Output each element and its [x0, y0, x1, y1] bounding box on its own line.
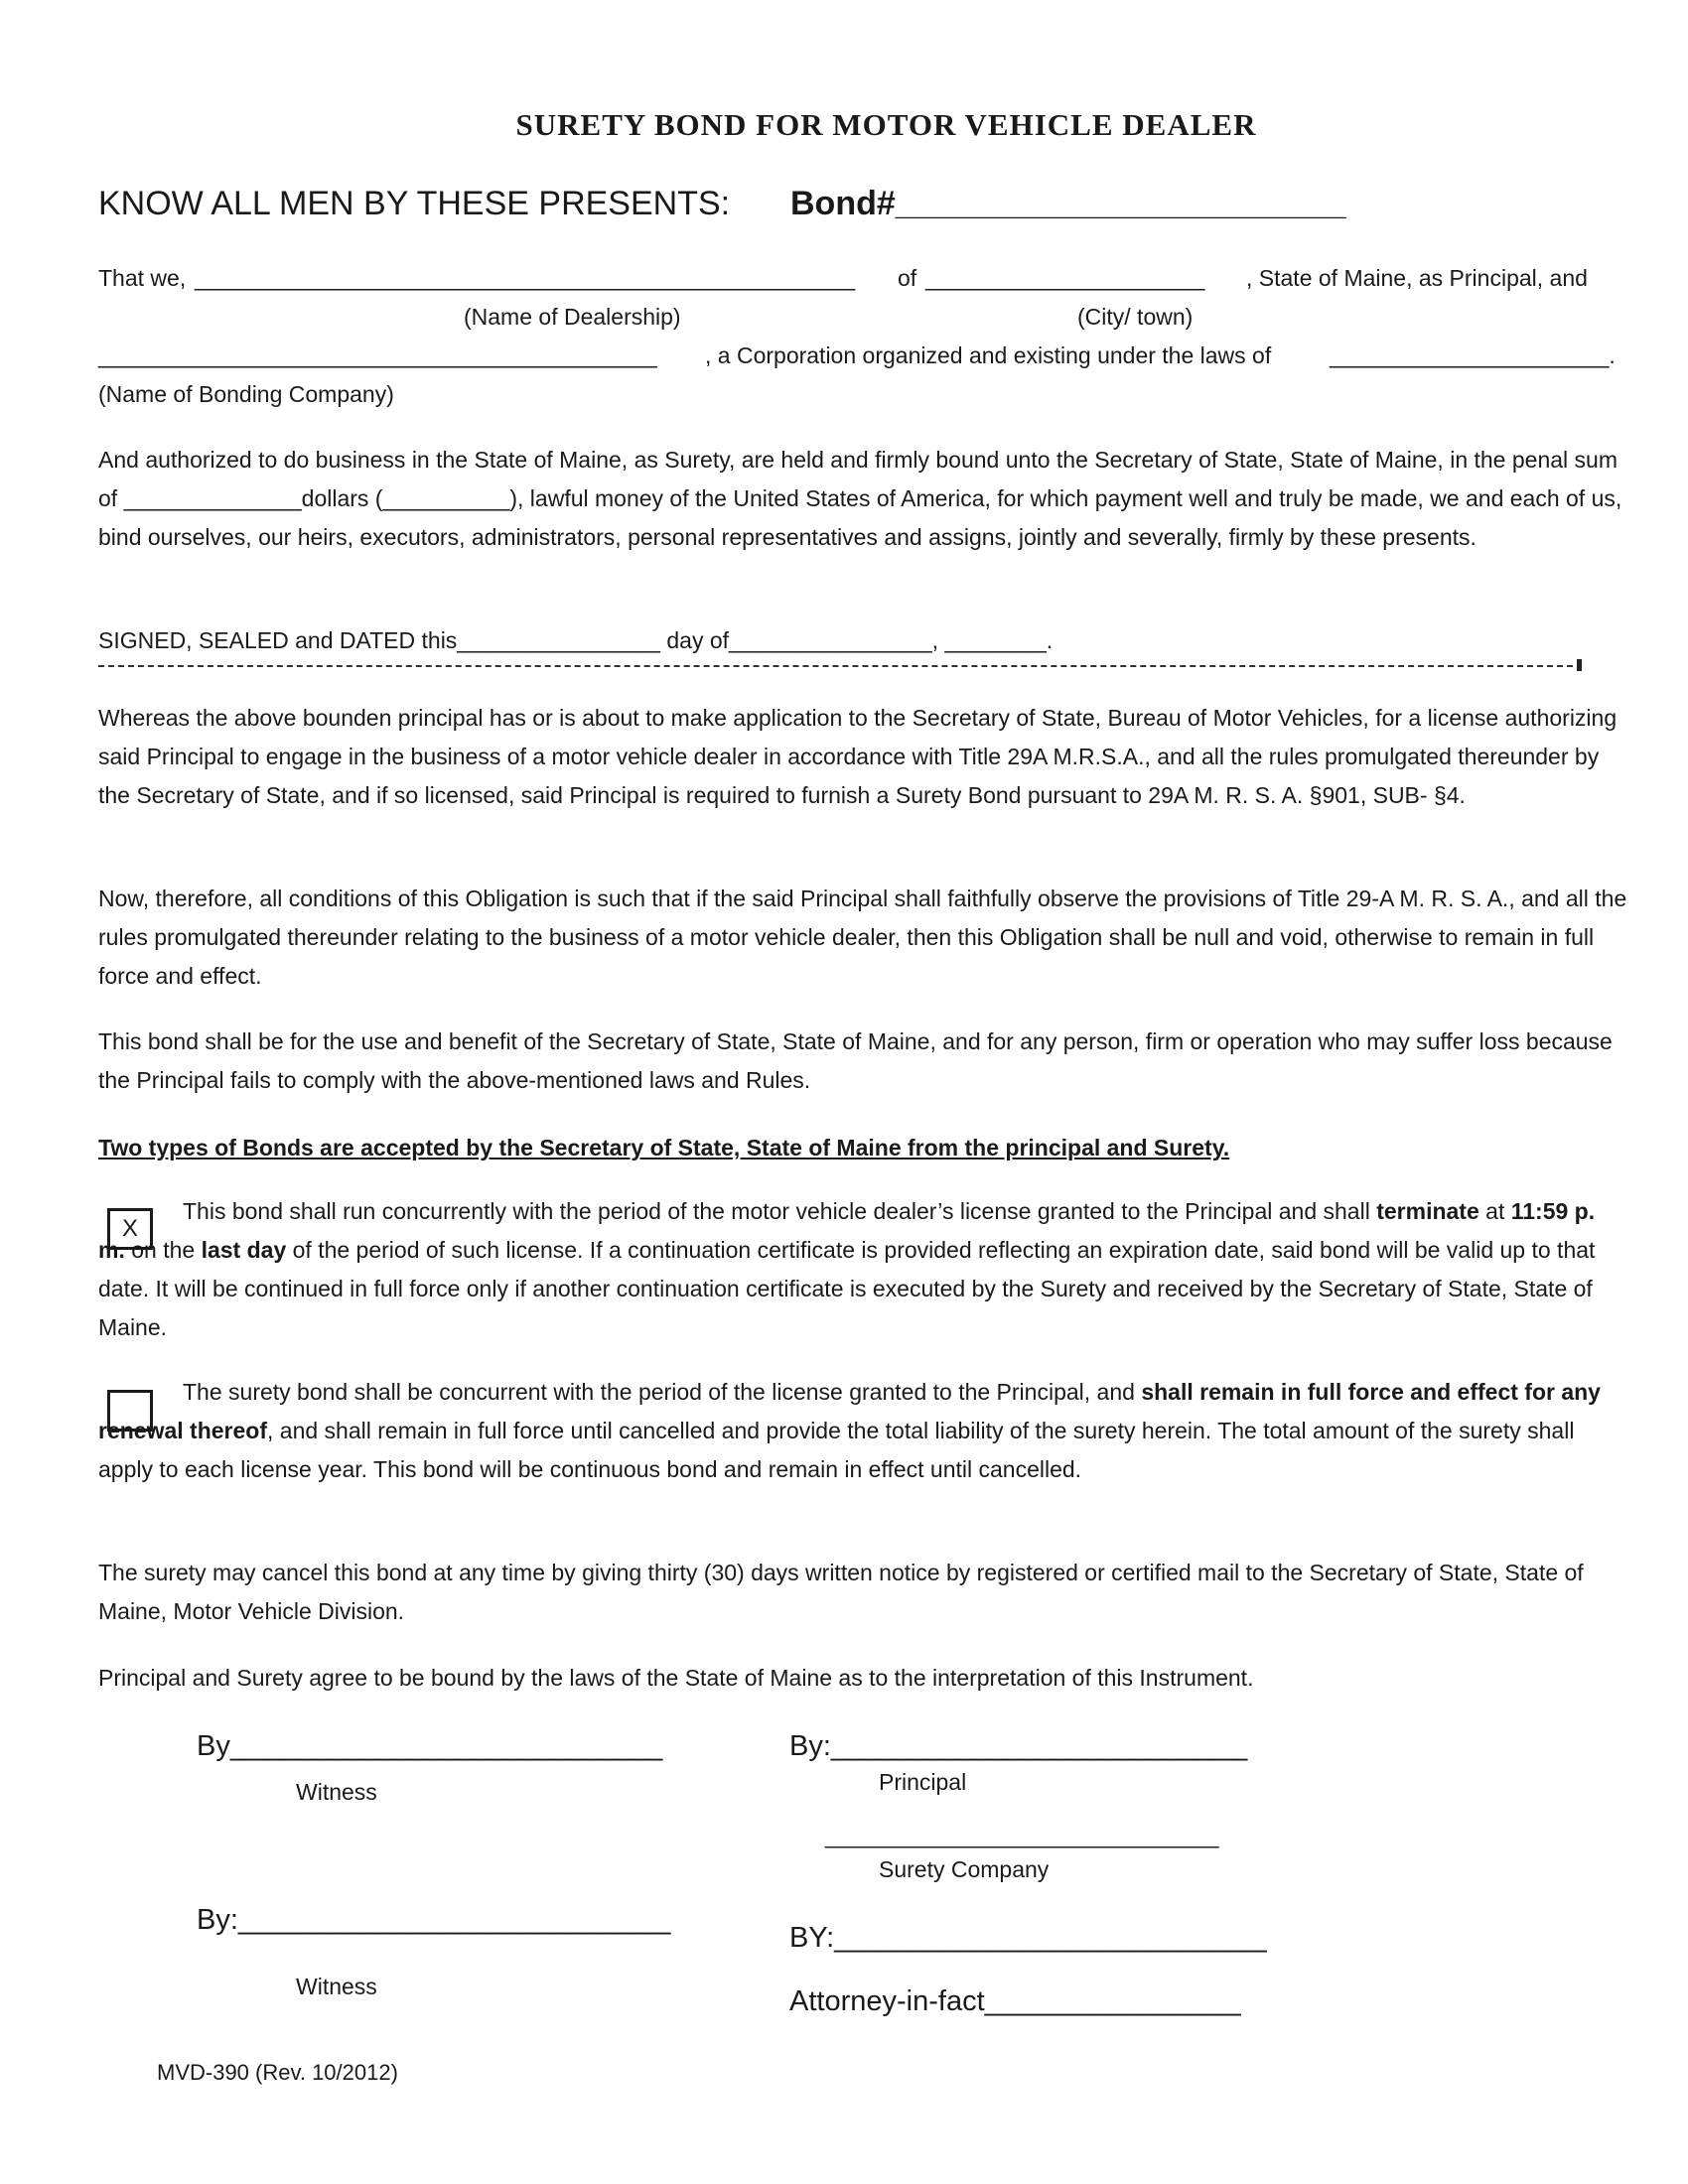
signed-sealed-dated-line[interactable]: SIGNED, SEALED and DATED this________________ day of________________, ________.	[98, 627, 1054, 653]
witness2-signature-line[interactable]: By:___________________________	[197, 1904, 671, 1936]
option1-text: This bond shall run concurrently with the period of the motor vehicle dealer’s license granted to the Principal and shall terminate at 11:59 p. m. on the last day of the period of such license. If a continuation certificate is provided reflecting an expiration date, said bond will be valid up to that date. It will be continued in full force only if another continuation certificate is executed by the Surety and received by the Secretary of State, State of Maine.	[98, 1198, 1596, 1340]
city-town-label: (City/ town)	[1077, 304, 1194, 330]
bonding-company-field[interactable]: ____________________________________________	[98, 342, 657, 368]
attorney-signature-line[interactable]: BY:___________________________	[789, 1922, 1267, 1954]
cancel-paragraph: The surety may cancel this bond at any time by giving thirty (30) days written notice by registered or certified mail to the Secretary of State, State of Maine, Motor Vehicle Division.	[98, 1560, 1584, 1624]
that-we-label: That we,	[98, 265, 187, 291]
agree-paragraph: Principal and Surety agree to be bound by the laws of the State of Maine as to the interpretation of this Instrument.	[98, 1665, 1254, 1691]
dealership-name-field[interactable]: ____________________________________________________	[195, 265, 856, 291]
two-types-heading: Two types of Bonds are accepted by the Secretary of State, State of Maine from the principal and Surety.	[98, 1135, 1230, 1160]
of-label: of	[898, 265, 917, 291]
use-and-benefit-paragraph: This bond shall be for the use and benefit of the Secretary of State, State of Maine, and for any person, firm or operation who may suffer loss because the Principal fails to comply with the above-mentioned laws and Rules.	[98, 1028, 1613, 1093]
surety-company-line[interactable]: _______________________________	[825, 1823, 1219, 1848]
divider-end-mark	[1577, 659, 1582, 671]
form-number-footer: MVD-390 (Rev. 10/2012)	[157, 2060, 398, 2085]
now-therefore-paragraph: Now, therefore, all conditions of this Obligation is such that if the said Principal shall faithfully observe the provisions of Title 29-A M. R. S. A., and all the rules promulgated thereunder relating to the business of a motor vehicle dealer, then this Obligation shall be null and void, otherwise to remain in full force and effect.	[98, 886, 1627, 989]
bond-number-field[interactable]: Bond#________________________	[790, 185, 1346, 222]
option1-checkbox[interactable]: X	[107, 1208, 153, 1250]
name-of-bonding-company-label: (Name of Bonding Company)	[98, 381, 394, 407]
witness2-label: Witness	[296, 1974, 377, 1999]
corporation-text: , a Corporation organized and existing under the laws of	[705, 342, 1272, 368]
city-town-field[interactable]: ______________________	[925, 265, 1205, 291]
know-all-men-heading: KNOW ALL MEN BY THESE PRESENTS:	[98, 185, 731, 222]
document-title: SURETY BOND FOR MOTOR VEHICLE DEALER	[515, 107, 1257, 142]
authorized-paragraph: And authorized to do business in the State of Maine, as Surety, are held and firmly bound unto the Secretary of State, State of Maine, in the penal sum of ______________dollars (__________), lawful money of the United States of America, for which payment well and truly be made, we and each of us, bind ourselves, our heirs, executors, administrators, personal representatives and assigns, jointly and severally, firmly by these presents.	[98, 447, 1622, 550]
principal-label: Principal	[879, 1769, 967, 1795]
option2-text: The surety bond shall be concurrent with the period of the license granted to the Principal, and shall remain in full force and effect for any renewal thereof, and shall remain in full force until cancelled and provide the total liability of the surety herein. The total amount of the surety shall apply to each license year. This bond will be continuous bond and remain in effect until cancelled.	[98, 1379, 1601, 1482]
dashed-divider	[98, 665, 1573, 667]
attorney-in-fact-line[interactable]: Attorney-in-fact________________	[789, 1985, 1241, 2017]
witness1-signature-line[interactable]: By___________________________	[197, 1730, 663, 1762]
whereas-paragraph: Whereas the above bounden principal has or is about to make application to the Secretary of State, Bureau of Motor Vehicles, for a license authorizing said Principal to engage in the business of a motor vehicle dealer in accordance with Title 29A M.R.S.A., and all the rules promulgated thereunder by the Secretary of State, and if so licensed, said Principal is required to furnish a Surety Bond pursuant to 29A M. R. S. A. §901, SUB- §4.	[98, 705, 1618, 808]
principal-signature-line[interactable]: By:__________________________	[789, 1730, 1248, 1762]
state-of-laws-field[interactable]: ______________________.	[1330, 342, 1616, 368]
state-of-maine-principal-text: , State of Maine, as Principal, and	[1246, 265, 1588, 291]
name-of-dealership-label: (Name of Dealership)	[464, 304, 681, 330]
witness1-label: Witness	[296, 1779, 377, 1805]
surety-company-label: Surety Company	[879, 1856, 1050, 1882]
